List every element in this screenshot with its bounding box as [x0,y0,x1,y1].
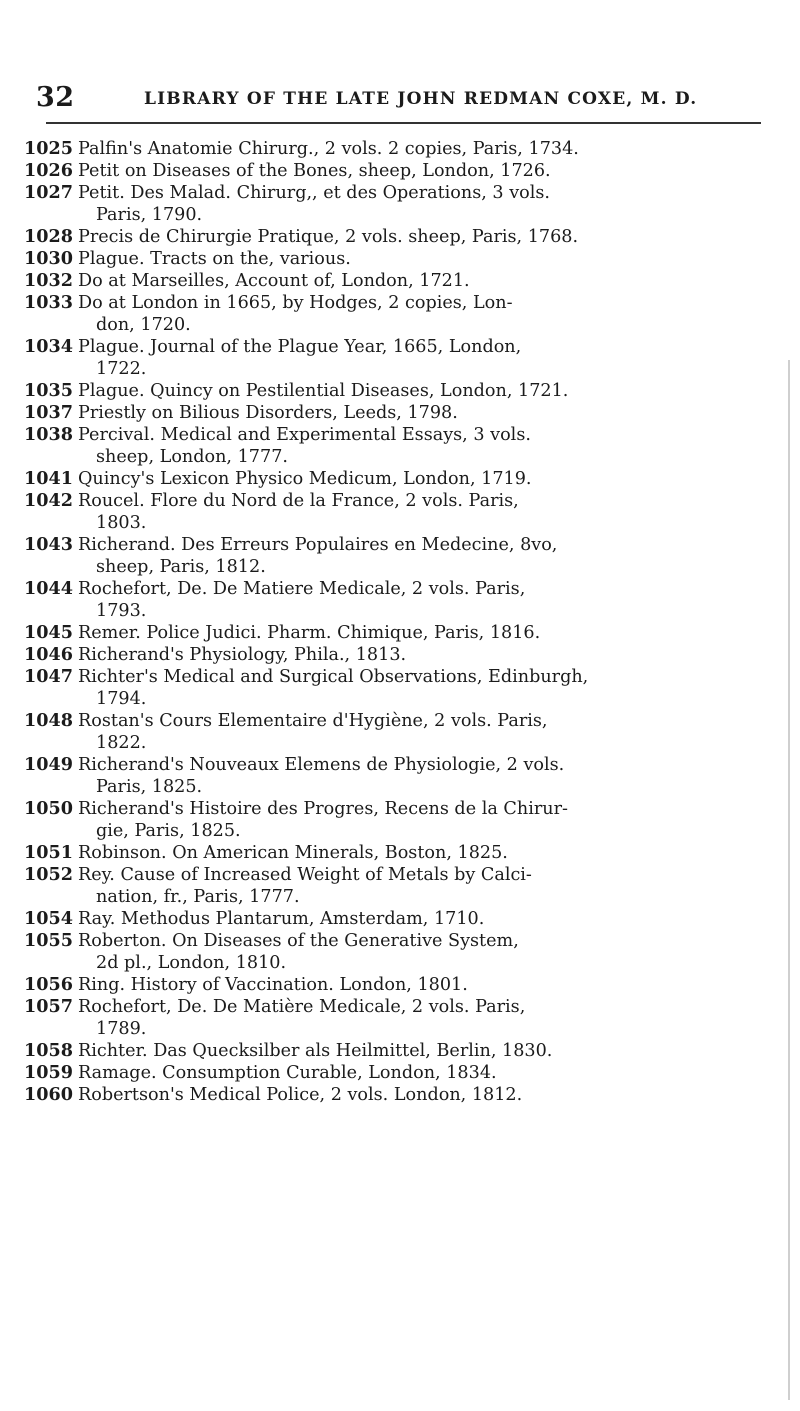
entry-continuation-line: Paris, 1825. [96,777,203,797]
entry-number: 1060 [24,1084,73,1105]
entry-line: Rochefort, De. De Matière Medicale, 2 vols. Paris, [78,997,526,1017]
entry-number: 1030 [24,248,73,269]
entry-line: Petit. Des Malad. Chirurg,, et des Operations, 3 vols. [78,183,550,203]
entry-line: Percival. Medical and Experimental Essays, 3 vols. [78,425,531,445]
entry-line: Remer. Police Judici. Pharm. Chimique, Paris, 1816. [78,623,541,643]
entry-line: Ring. History of Vaccination. London, 1801. [78,975,468,995]
entry-continuation-line: sheep, Paris, 1812. [96,557,266,577]
catalog-entry [24,908,772,930]
catalog-entry [24,666,772,710]
entry-number: 1049 [24,754,73,775]
catalog-entry [24,1084,772,1106]
entry-number: 1047 [24,666,73,687]
entry-text [78,248,772,270]
entry-text [78,908,772,930]
entry-text [78,622,772,644]
catalog-entry [24,380,772,402]
entry-line: Richerand's Nouveaux Elemens de Physiologie, 2 vols. [78,755,565,775]
entry-number: 1041 [24,468,73,489]
entry-line: Palfin's Anatomie Chirurg., 2 vols. 2 copies, Paris, 1734. [78,139,579,159]
entry-number: 1025 [24,138,73,159]
entry-number: 1050 [24,798,73,819]
catalog-entry [24,490,772,534]
entry-text [78,424,772,468]
catalog-entry [24,1040,772,1062]
entry-continuation-line: 1789. [96,1019,147,1039]
catalog-entry [24,182,772,226]
entry-number: 1054 [24,908,73,929]
entry-text [78,578,772,622]
catalog-entry [24,226,772,248]
entry-text [78,710,772,754]
entry-text [78,798,772,842]
entry-number: 1052 [24,864,73,885]
entry-text [78,754,772,798]
entry-line: Plague. Journal of the Plague Year, 1665, London, [78,337,522,357]
entry-text [78,138,772,160]
entry-number: 1048 [24,710,73,731]
entry-text [78,864,772,908]
entry-continuation-line: 1794. [96,689,147,709]
catalog-entry [24,864,772,908]
entry-line: Richter's Medical and Surgical Observations, Edinburgh, [78,667,589,687]
entry-text [78,402,772,424]
page-number: 32 [36,82,75,113]
entry-line: Rochefort, De. De Matiere Medicale, 2 vols. Paris, [78,579,526,599]
entry-continuation-line: 2d pl., London, 1810. [96,953,287,973]
catalog-entry [24,754,772,798]
entry-text [78,182,772,226]
catalog-entry [24,974,772,996]
catalog-entry [24,842,772,864]
entry-number: 1028 [24,226,73,247]
entry-line: Quincy's Lexicon Physico Medicum, London, 1719. [78,469,532,489]
entry-line: Richerand's Histoire des Progres, Recens de la Chirur- [78,799,568,819]
entry-text [78,490,772,534]
catalog-entry [24,1062,772,1084]
entry-continuation-line: gie, Paris, 1825. [96,821,241,841]
entry-text [78,930,772,974]
entry-number: 1042 [24,490,73,511]
entry-number: 1038 [24,424,73,445]
catalog-entry [24,138,772,160]
entry-number: 1046 [24,644,73,665]
entry-continuation-line: Paris, 1790. [96,205,203,225]
entry-continuation-line: 1793. [96,601,147,621]
catalog-entry [24,270,772,292]
entry-number: 1026 [24,160,73,181]
entry-text [78,336,772,380]
entry-line: Plague. Quincy on Pestilential Diseases, London, 1721. [78,381,569,401]
entry-line: Roberton. On Diseases of the Generative System, [78,931,519,951]
header-rule [46,122,761,124]
entry-line: Robertson's Medical Police, 2 vols. London, 1812. [78,1085,523,1105]
entry-line: Ramage. Consumption Curable, London, 1834. [78,1063,497,1083]
catalog-entry [24,710,772,754]
entry-continuation-line: 1722. [96,359,147,379]
entry-line: Robinson. On American Minerals, Boston, 1825. [78,843,508,863]
entry-continuation-line: 1822. [96,733,147,753]
catalog-entry [24,248,772,270]
catalog-entry [24,996,772,1040]
entry-line: Rostan's Cours Elementaire d'Hygiène, 2 vols. Paris, [78,711,548,731]
entry-line: Richerand. Des Erreurs Populaires en Medecine, 8vo, [78,535,558,555]
entry-number: 1032 [24,270,73,291]
entry-text [78,226,772,248]
entry-text [78,996,772,1040]
entry-number: 1045 [24,622,73,643]
entry-text [78,534,772,578]
catalog-entry [24,292,772,336]
entry-line: Do at London in 1665, by Hodges, 2 copies, Lon- [78,293,513,313]
catalog-entry [24,622,772,644]
entry-number: 1058 [24,1040,73,1061]
catalog-entry [24,578,772,622]
entry-line: Priestly on Bilious Disorders, Leeds, 1798. [78,403,458,423]
catalog-entry [24,160,772,182]
entry-text [78,270,772,292]
entry-continuation-line: 1803. [96,513,147,533]
entry-number: 1035 [24,380,73,401]
entry-number: 1055 [24,930,73,951]
catalog-entry [24,644,772,666]
entry-text [78,1062,772,1084]
entry-number: 1037 [24,402,73,423]
entry-number: 1043 [24,534,73,555]
entry-number: 1056 [24,974,73,995]
page-header [36,82,766,118]
catalog-entry-list [24,138,772,1106]
entry-number: 1051 [24,842,73,863]
entry-line: Do at Marseilles, Account of, London, 1721. [78,271,470,291]
entry-line: Petit on Diseases of the Bones, sheep, London, 1726. [78,161,551,181]
entry-text [78,468,772,490]
entry-line: Richter. Das Quecksilber als Heilmittel, Berlin, 1830. [78,1041,553,1061]
entry-number: 1034 [24,336,73,357]
catalog-entry [24,798,772,842]
running-title: LIBRARY OF THE LATE JOHN REDMAN COXE, M. D. [144,89,698,109]
catalog-entry [24,424,772,468]
entry-number: 1044 [24,578,73,599]
entry-line: Richerand's Physiology, Phila., 1813. [78,645,407,665]
page-edge-shadow [788,360,790,1400]
catalog-entry [24,336,772,380]
entry-continuation-line: sheep, London, 1777. [96,447,288,467]
catalog-entry [24,534,772,578]
entry-text [78,160,772,182]
entry-text [78,974,772,996]
entry-text [78,644,772,666]
entry-continuation-line: nation, fr., Paris, 1777. [96,887,300,907]
entry-text [78,1084,772,1106]
entry-number: 1033 [24,292,73,313]
entry-line: Rey. Cause of Increased Weight of Metals by Calci- [78,865,532,885]
entry-line: Roucel. Flore du Nord de la France, 2 vols. Paris, [78,491,519,511]
entry-text [78,292,772,336]
entry-number: 1027 [24,182,73,203]
catalog-entry [24,402,772,424]
entry-line: Precis de Chirurgie Pratique, 2 vols. sheep, Paris, 1768. [78,227,579,247]
entry-continuation-line: don, 1720. [96,315,191,335]
entry-text [78,380,772,402]
entry-line: Plague. Tracts on the, various. [78,249,351,269]
entry-number: 1059 [24,1062,73,1083]
entry-line: Ray. Methodus Plantarum, Amsterdam, 1710. [78,909,485,929]
catalog-entry [24,930,772,974]
entry-text [78,1040,772,1062]
entry-text [78,842,772,864]
entry-text [78,666,772,710]
entry-number: 1057 [24,996,73,1017]
catalog-entry [24,468,772,490]
